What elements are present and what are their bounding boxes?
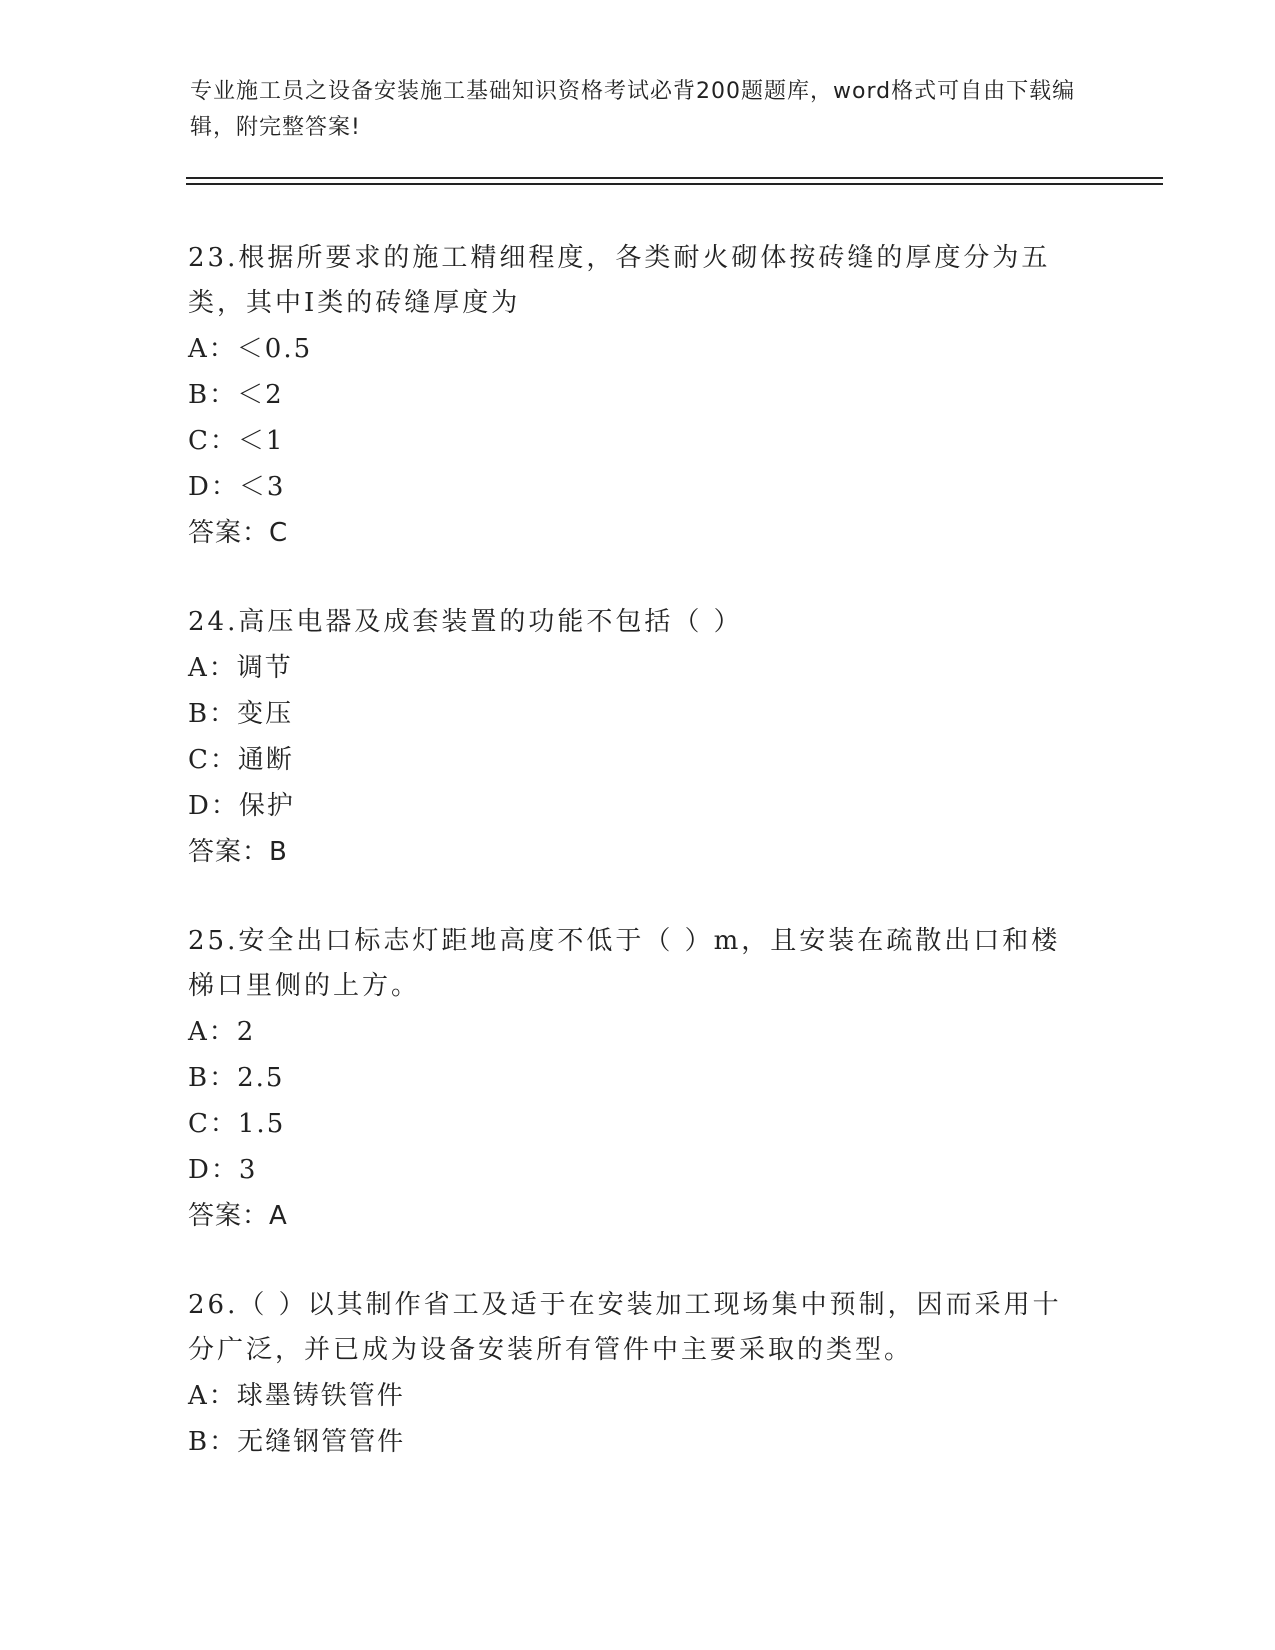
question-stem: 23.根据所要求的施工精细程度，各类耐火砌体按砖缝的厚度分为五类，其中Ⅰ类的砖缝厚度为 — [188, 243, 1051, 318]
option-d: D：＜3 — [188, 472, 286, 502]
question-24 — [188, 600, 1088, 875]
option-a: A：＜0.5 — [188, 334, 313, 364]
document-header — [190, 74, 1090, 146]
question-23 — [188, 236, 1088, 556]
header-title: 专业施工员之设备安装施工基础知识资格考试必背200题题库，word格式可自由下载编辑，附完整答案! — [190, 79, 1076, 140]
answer-label: 答案：B — [188, 837, 288, 867]
question-26 — [188, 1283, 1088, 1465]
question-25 — [188, 919, 1088, 1239]
option-b: B：无缝钢管管件 — [188, 1427, 406, 1457]
option-a: A：调节 — [188, 653, 293, 683]
question-stem: 26.（ ）以其制作省工及适于在安装加工现场集中预制，因而采用十分广泛，并已成为设备安装所有管件中主要采取的类型。 — [188, 1290, 1062, 1365]
question-stem: 24.高压电器及成套装置的功能不包括（ ） — [188, 607, 743, 637]
option-a: A：2 — [188, 1017, 256, 1047]
option-b: B：变压 — [188, 699, 294, 729]
option-c: C：1.5 — [188, 1109, 286, 1139]
option-a: A：球墨铸铁管件 — [188, 1381, 405, 1411]
answer-label: 答案：A — [188, 1201, 288, 1231]
option-b: B：＜2 — [188, 380, 284, 410]
option-c: C：＜1 — [188, 426, 285, 456]
option-d: D：3 — [188, 1155, 258, 1185]
option-c: C：通断 — [188, 745, 294, 775]
option-d: D：保护 — [188, 791, 295, 821]
question-list — [188, 236, 1088, 1509]
header-divider-top — [186, 177, 1163, 179]
answer-label: 答案：C — [188, 518, 289, 548]
option-b: B：2.5 — [188, 1063, 285, 1093]
header-divider-bottom — [186, 183, 1163, 185]
question-stem: 25.安全出口标志灯距地高度不低于（ ）m，且安装在疏散出口和楼梯口里侧的上方。 — [188, 926, 1061, 1001]
